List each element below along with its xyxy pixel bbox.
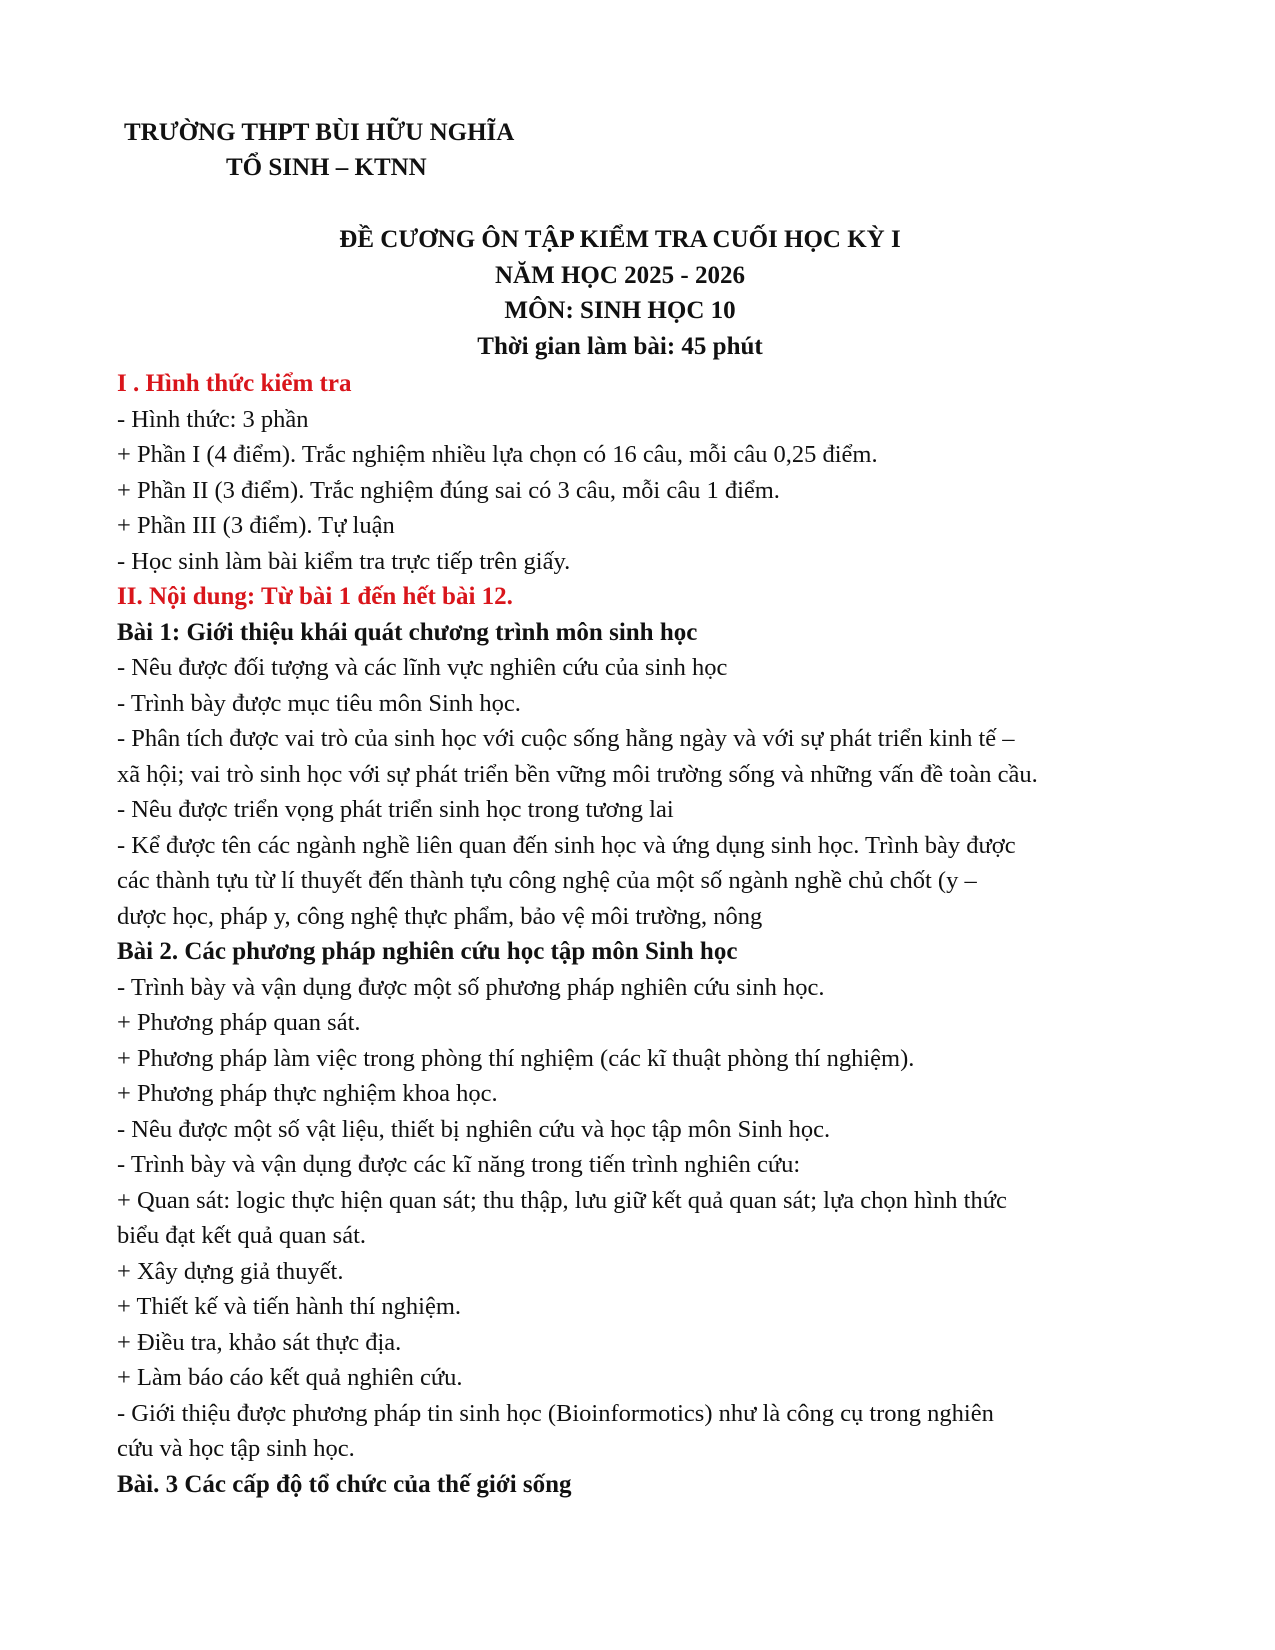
- lesson-3-title: Bài. 3 Các cấp độ tổ chức của thế giới sống: [117, 1470, 572, 1498]
- lesson-1-line: - Nêu được đối tượng và các lĩnh vực nghiên cứu của sinh học: [117, 654, 728, 681]
- lesson-2-line: + Làm báo cáo kết quả nghiên cứu.: [117, 1364, 463, 1391]
- section-1-heading: I . Hình thức kiểm tra: [117, 370, 352, 397]
- lesson-2-line: - Giới thiệu được phương pháp tin sinh học (Bioinformotics) như là công cụ trong nghiên: [117, 1399, 994, 1427]
- lesson-1-title: Bài 1: Giới thiệu khái quát chương trình môn sinh học: [117, 618, 698, 646]
- lesson-1-line: dược học, pháp y, công nghệ thực phẩm, bảo vệ môi trường, nông: [117, 902, 763, 930]
- lesson-1-line: - Kể được tên các ngành nghề liên quan đến sinh học và ứng dụng sinh học. Trình bày được: [117, 831, 1016, 859]
- lesson-1-line: - Phân tích được vai trò của sinh học với cuộc sống hằng ngày và với sự phát triển kinh tế –: [117, 725, 1015, 752]
- lesson-2-line: - Nêu được một số vật liệu, thiết bị nghiên cứu và học tập môn Sinh học.: [117, 1115, 831, 1143]
- department-name: TỔ SINH – KTNN: [226, 154, 427, 181]
- lesson-2-line: - Trình bày và vận dụng được một số phương pháp nghiên cứu sinh học.: [117, 973, 825, 1001]
- section-1-line: + Phần II (3 điểm). Trắc nghiệm đúng sai có 3 câu, mỗi câu 1 điểm.: [117, 476, 780, 504]
- title-line-1: ĐỀ CƯƠNG ÔN TẬP KIỂM TRA CUỐI HỌC KỲ I: [339, 226, 901, 253]
- lesson-2-line: biểu đạt kết quả quan sát.: [117, 1222, 367, 1249]
- lesson-2-line: + Phương pháp thực nghiệm khoa học.: [117, 1080, 498, 1107]
- title-line-3: MÔN: SINH HỌC 10: [504, 297, 736, 324]
- title-line-4: Thời gian làm bài: 45 phút: [477, 332, 763, 360]
- lesson-2-line: + Quan sát: logic thực hiện quan sát; thu thập, lưu giữ kết quả quan sát; lựa chọn hình thức: [117, 1186, 1007, 1214]
- section-1-line: + Phần I (4 điểm). Trắc nghiệm nhiều lựa chọn có 16 câu, mỗi câu 0,25 điểm.: [117, 441, 878, 468]
- document-title: [0, 222, 1240, 364]
- lesson-2-line: - Trình bày và vận dụng được các kĩ năng trong tiến trình nghiên cứu:: [117, 1151, 801, 1178]
- title-line-2: NĂM HỌC 2025 - 2026: [495, 261, 745, 289]
- lesson-2-line: cứu và học tập sinh học.: [117, 1435, 355, 1462]
- school-name: TRƯỜNG THPT BÙI HỮU NGHĨA: [124, 119, 515, 146]
- lesson-2-line: + Phương pháp làm việc trong phòng thí nghiệm (các kĩ thuật phòng thí nghiệm).: [117, 1044, 915, 1072]
- section-1-line: + Phần III (3 điểm). Tự luận: [117, 512, 395, 539]
- lesson-1-line: - Trình bày được mục tiêu môn Sinh học.: [117, 689, 521, 717]
- lesson-1-line: - Nêu được triển vọng phát triển sinh học trong tương lai: [117, 796, 674, 823]
- lesson-1-line: các thành tựu từ lí thuyết đến thành tựu công nghệ của một số ngành nghề chủ chốt (y –: [117, 867, 977, 894]
- section-1-line: - Học sinh làm bài kiểm tra trực tiếp trên giấy.: [117, 547, 571, 575]
- lesson-1-line: xã hội; vai trò sinh học với sự phát triển bền vững môi trường sống và những vấn đề toàn cầu.: [117, 760, 1038, 788]
- lesson-2-line: + Phương pháp quan sát.: [117, 1009, 361, 1036]
- section-1-line: - Hình thức: 3 phần: [117, 405, 309, 433]
- lesson-2-title: Bài 2. Các phương pháp nghiên cứu học tập môn Sinh học: [117, 938, 738, 965]
- lesson-2-line: + Điều tra, khảo sát thực địa.: [117, 1328, 402, 1356]
- document-body: [117, 366, 1137, 1502]
- lesson-2-line: + Thiết kế và tiến hành thí nghiệm.: [117, 1293, 462, 1320]
- section-2-heading: II. Nội dung: Từ bài 1 đến hết bài 12.: [117, 583, 513, 610]
- lesson-2-line: + Xây dựng giả thuyết.: [117, 1257, 344, 1285]
